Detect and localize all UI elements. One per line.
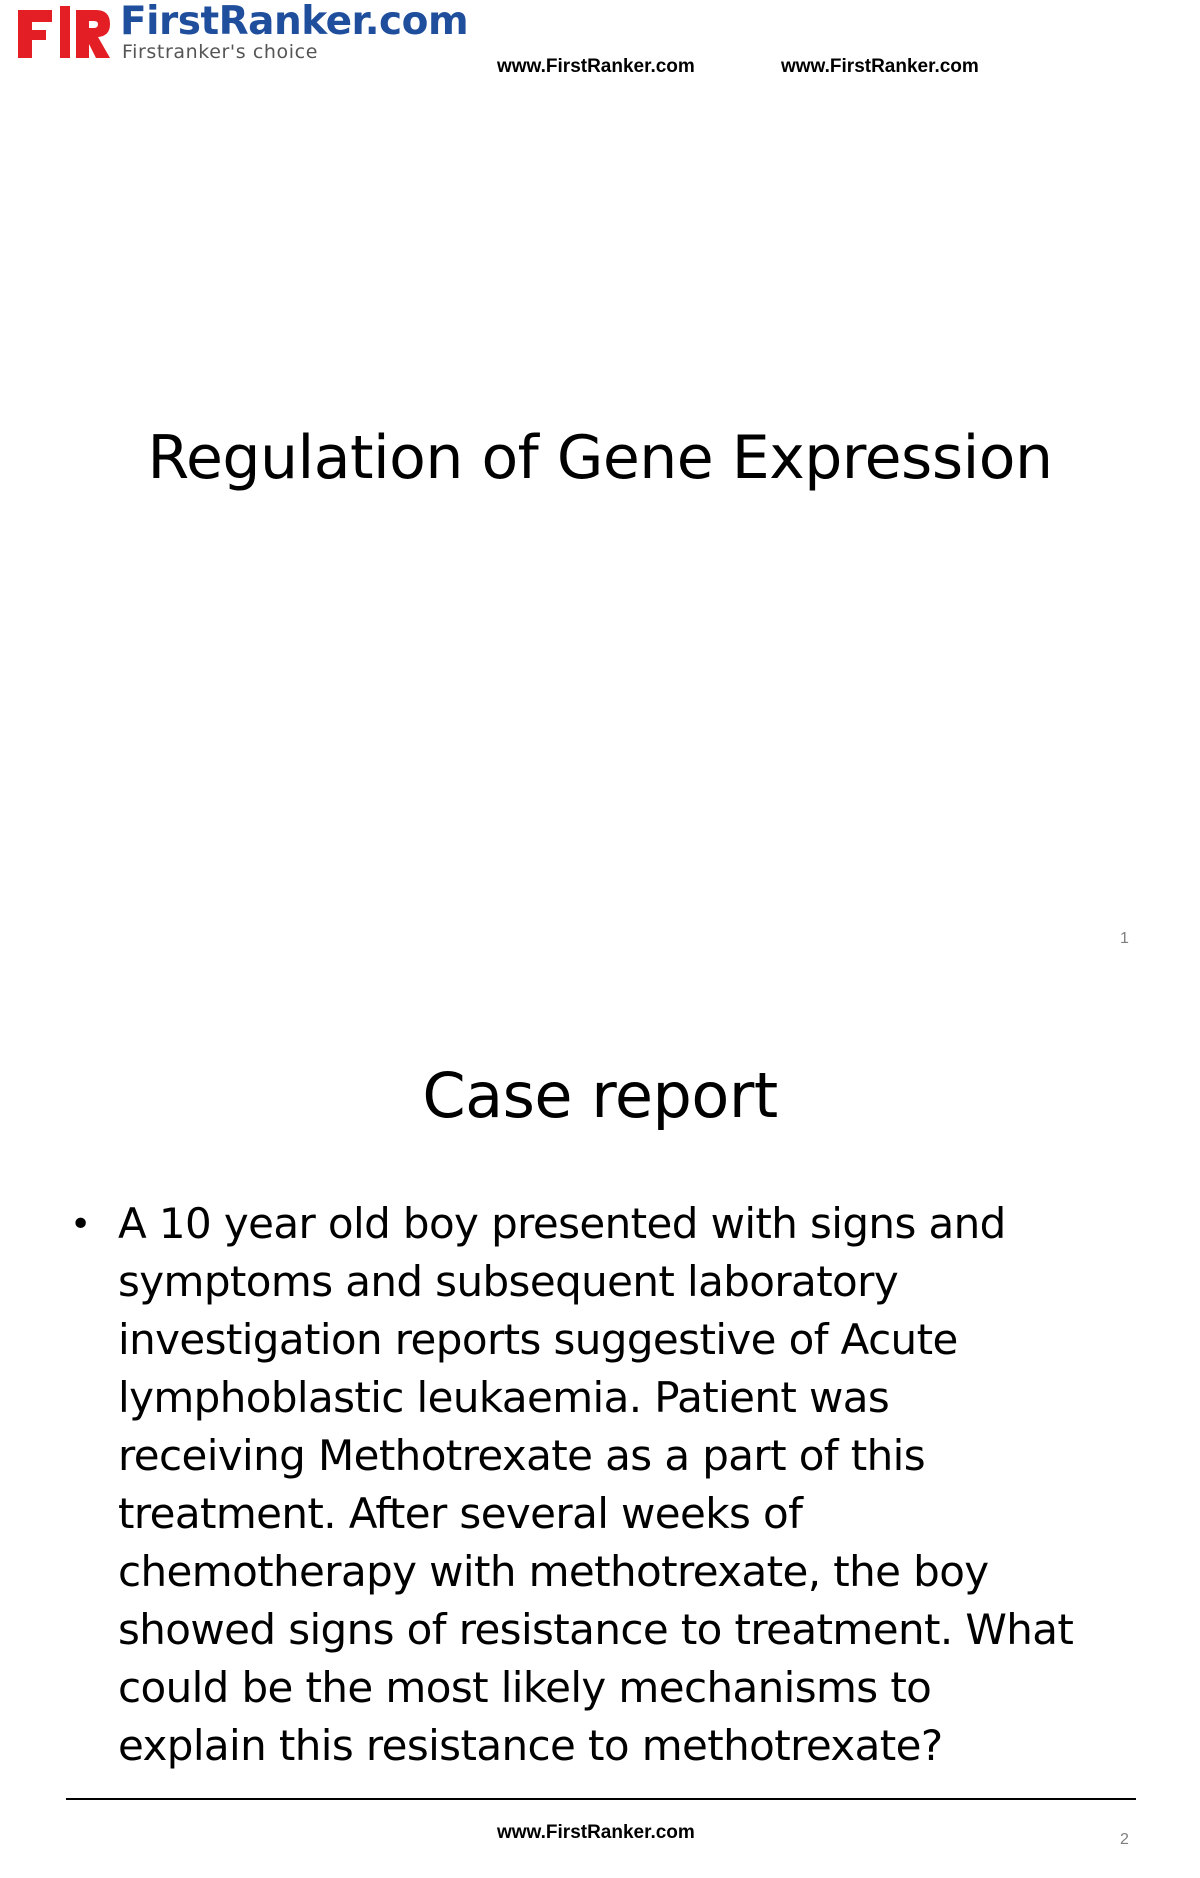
footer-divider [66,1798,1136,1800]
slide-2-page-number: 2 [1120,1831,1129,1848]
header-url-1[interactable]: www.FirstRanker.com [497,56,695,77]
header-url-2[interactable]: www.FirstRanker.com [781,56,979,77]
logo-name-text: FirstRanker.com [120,0,469,44]
body-line-5: receiving Methotrexate as a part of this [118,1431,925,1480]
firstranker-logo-icon [16,2,112,60]
body-line-2: symptoms and subsequent laboratory [118,1257,899,1306]
body-line-1: A 10 year old boy presented with signs and [118,1199,1006,1248]
logo-name [120,0,468,44]
body-line-7: chemotherapy with methotrexate, the boy [118,1547,989,1596]
body-line-8: showed signs of resistance to treatment. What [118,1605,1074,1654]
bullet-icon: • [70,1204,92,1245]
body-line-6: treatment. After several weeks of [118,1489,803,1538]
slide-1-title: Regulation of Gene Expression [147,423,1053,493]
slide-1-page-number: 1 [1120,930,1129,947]
body-line-3: investigation reports suggestive of Acute [118,1315,958,1364]
logo-tagline: Firstranker's choice [122,41,318,63]
body-line-10: explain this resistance to methotrexate? [118,1721,943,1770]
case-report-body [118,1195,1158,1775]
footer-url[interactable]: www.FirstRanker.com [497,1822,695,1843]
slide-2-title: Case report [422,1059,778,1132]
body-line-4: lymphoblastic leukaemia. Patient was [118,1373,890,1422]
body-line-9: could be the most likely mechanisms to [118,1663,932,1712]
